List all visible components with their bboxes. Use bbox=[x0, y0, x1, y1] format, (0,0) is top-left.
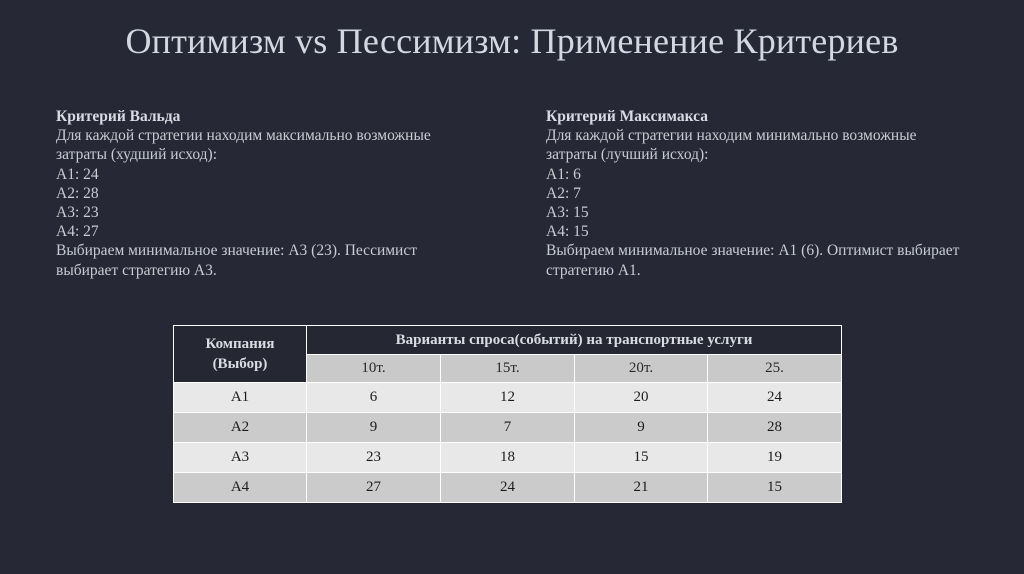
wald-heading: Критерий Вальда bbox=[56, 108, 181, 125]
table-cell: 9 bbox=[575, 413, 708, 443]
table-cell: 23 bbox=[307, 443, 441, 473]
table-cell: 28 bbox=[708, 413, 842, 443]
table-cell: 12 bbox=[441, 383, 575, 413]
maximax-heading: Критерий Максимакса bbox=[546, 108, 708, 125]
table-cell: 27 bbox=[307, 473, 441, 503]
table-cell: 9 bbox=[307, 413, 441, 443]
maximax-line: стратегию A1. bbox=[546, 261, 641, 279]
wald-line: A3: 23 bbox=[56, 204, 99, 222]
table-cell: 21 bbox=[575, 473, 708, 503]
table-cell: 6 bbox=[307, 383, 441, 413]
table-cell: 18 bbox=[441, 443, 575, 473]
row-label: A4 bbox=[174, 473, 307, 503]
wald-criterion-block bbox=[56, 107, 476, 280]
table-row bbox=[174, 383, 842, 413]
wald-line: A2: 28 bbox=[56, 184, 99, 202]
column-header: 25. bbox=[708, 355, 842, 383]
wald-line: Для каждой стратегии находим максимально возможные bbox=[56, 127, 431, 145]
variants-header: Варианты спроса(событий) на транспортные услуги bbox=[307, 326, 842, 355]
company-header-line2: (Выбор) bbox=[212, 356, 268, 372]
wald-line: Выбираем минимальное значение: A3 (23). Пессимист bbox=[56, 242, 417, 260]
demand-table bbox=[173, 325, 842, 503]
column-header: 20т. bbox=[575, 355, 708, 383]
table-cell: 19 bbox=[708, 443, 842, 473]
table-cell: 7 bbox=[441, 413, 575, 443]
maximax-line: Для каждой стратегии находим минимально возможные bbox=[546, 127, 917, 145]
wald-line: затраты (худший исход): bbox=[56, 146, 218, 164]
maximax-line: A2: 7 bbox=[546, 184, 581, 202]
row-label: A3 bbox=[174, 443, 307, 473]
wald-line: выбирает стратегию A3. bbox=[56, 261, 217, 279]
wald-line: A4: 27 bbox=[56, 223, 99, 241]
maximax-line: A1: 6 bbox=[546, 165, 581, 183]
table-row bbox=[174, 443, 842, 473]
wald-line: A1: 24 bbox=[56, 165, 99, 183]
maximax-criterion-block bbox=[546, 107, 986, 280]
company-header-line1: Компания bbox=[205, 336, 275, 352]
table-cell: 24 bbox=[708, 383, 842, 413]
table-cell: 20 bbox=[575, 383, 708, 413]
maximax-line: затраты (лучший исход): bbox=[546, 146, 709, 164]
table-row bbox=[174, 473, 842, 503]
maximax-line: A3: 15 bbox=[546, 204, 589, 222]
row-label: A1 bbox=[174, 383, 307, 413]
table-cell: 15 bbox=[708, 473, 842, 503]
column-header: 15т. bbox=[441, 355, 575, 383]
table-row bbox=[174, 413, 842, 443]
table-cell: 15 bbox=[575, 443, 708, 473]
table-cell: 24 bbox=[441, 473, 575, 503]
slide-title: Оптимизм vs Пессимизм: Применение Критериев bbox=[125, 21, 899, 61]
company-header bbox=[174, 326, 307, 383]
row-label: A2 bbox=[174, 413, 307, 443]
maximax-line: Выбираем минимальное значение: A1 (6). Оптимист выбирает bbox=[546, 242, 960, 260]
maximax-line: A4: 15 bbox=[546, 223, 589, 241]
column-header: 10т. bbox=[307, 355, 441, 383]
